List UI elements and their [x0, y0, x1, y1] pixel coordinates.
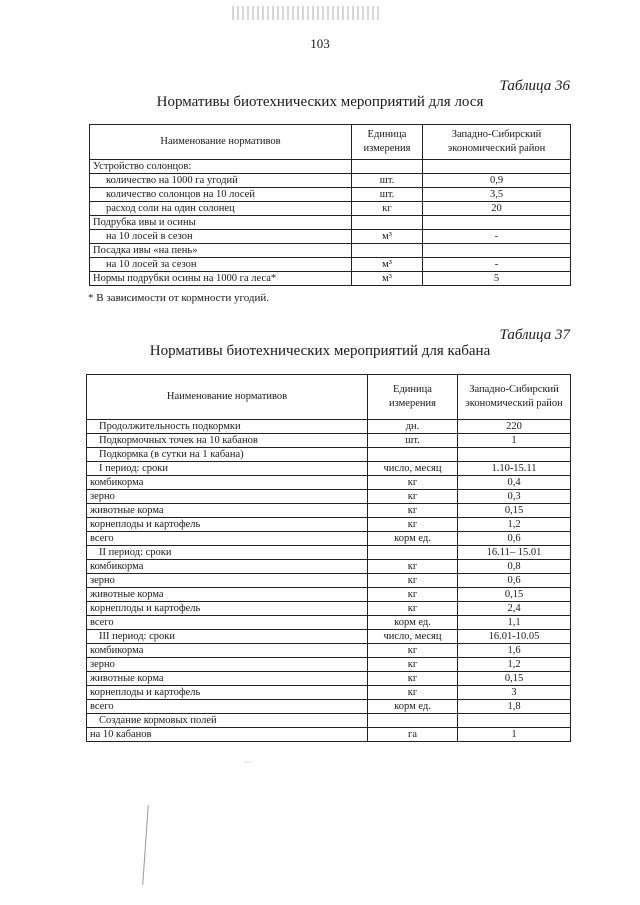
header-name: Наименование нормативов [90, 125, 352, 160]
table-row [87, 462, 571, 476]
row-unit: кг [368, 476, 458, 490]
row-value: 1,6 [458, 644, 571, 658]
table-row [90, 272, 571, 286]
row-value: 3,5 [423, 188, 571, 202]
row-value [423, 244, 571, 258]
table-row [90, 258, 571, 272]
row-value: 1 [458, 434, 571, 448]
row-value: 3 [458, 686, 571, 700]
row-unit: шт. [352, 174, 423, 188]
row-value: 0,6 [458, 574, 571, 588]
row-value: 1,2 [458, 518, 571, 532]
table-row [87, 658, 571, 672]
row-unit: кг [368, 588, 458, 602]
row-unit [352, 160, 423, 174]
row-name: на 10 лосей в сезон [90, 230, 352, 244]
row-name: на 10 кабанов [87, 728, 368, 742]
row-value: 0,3 [458, 490, 571, 504]
row-unit: корм ед. [368, 700, 458, 714]
table-row [87, 518, 571, 532]
row-unit: шт. [368, 434, 458, 448]
row-value: 1,8 [458, 700, 571, 714]
table-row [87, 490, 571, 504]
table-row [90, 174, 571, 188]
table-row [87, 546, 571, 560]
table-row [90, 160, 571, 174]
row-value: 0,6 [458, 532, 571, 546]
row-value: 5 [423, 272, 571, 286]
row-unit [368, 546, 458, 560]
row-unit: м³ [352, 258, 423, 272]
row-name: II период: сроки [87, 546, 368, 560]
table-row [87, 476, 571, 490]
row-unit: кг [368, 672, 458, 686]
row-unit: га [368, 728, 458, 742]
table-row [90, 216, 571, 230]
row-unit: кг [368, 490, 458, 504]
table-row [87, 728, 571, 742]
table-row [87, 574, 571, 588]
header-region: Западно-Сибирский экономический район [423, 125, 571, 160]
table-37-label: Таблица 37 [499, 327, 570, 343]
table-row [87, 448, 571, 462]
row-name: зерно [87, 490, 368, 504]
row-value: 16.01-10.05 [458, 630, 571, 644]
row-unit [368, 714, 458, 728]
table-36-title: Нормативы биотехнических мероприятий для лося [156, 94, 484, 110]
row-value: - [423, 230, 571, 244]
table-36 [89, 124, 571, 286]
table-row [90, 202, 571, 216]
row-unit: кг [368, 560, 458, 574]
table-row [87, 560, 571, 574]
row-value [458, 714, 571, 728]
table-row [90, 244, 571, 258]
table-row [87, 700, 571, 714]
row-unit: м³ [352, 272, 423, 286]
header-unit: Единица измерения [352, 125, 423, 160]
row-value: 1,1 [458, 616, 571, 630]
row-name: животные корма [87, 672, 368, 686]
row-name: всего [87, 616, 368, 630]
row-name: Подрубка ивы и осины [90, 216, 352, 230]
row-name: комбикорма [87, 560, 368, 574]
row-value: 220 [458, 420, 571, 434]
row-unit: кг [368, 602, 458, 616]
row-name: комбикорма [87, 476, 368, 490]
table-row [87, 672, 571, 686]
table-36-label: Таблица 36 [499, 78, 570, 94]
row-unit: корм ед. [368, 616, 458, 630]
row-name: Посадка ивы «на пень» [90, 244, 352, 258]
table-row [87, 686, 571, 700]
footnote: * В зависимости от кормности угодий. [88, 292, 269, 304]
table-row [87, 434, 571, 448]
table-row [87, 602, 571, 616]
table-37-body [87, 420, 571, 742]
row-unit: кг [368, 686, 458, 700]
table-37-title: Нормативы биотехнических мероприятий для кабана [149, 343, 491, 359]
row-name: количество на 1000 га угодий [90, 174, 352, 188]
row-name: корнеплоды и картофель [87, 686, 368, 700]
scan-artifact [232, 6, 382, 20]
row-value: 1 [458, 728, 571, 742]
row-name: корнеплоды и картофель [87, 602, 368, 616]
row-unit: число, месяц [368, 630, 458, 644]
row-name: Устройство солонцов: [90, 160, 352, 174]
table-row [90, 188, 571, 202]
row-name: зерно [87, 574, 368, 588]
table-row [87, 714, 571, 728]
row-unit [368, 448, 458, 462]
row-value: 1,2 [458, 658, 571, 672]
row-value: 0,15 [458, 588, 571, 602]
row-value [458, 448, 571, 462]
row-value: 0,4 [458, 476, 571, 490]
table-row [87, 420, 571, 434]
row-unit: кг [368, 574, 458, 588]
row-unit: м³ [352, 230, 423, 244]
row-name: корнеплоды и картофель [87, 518, 368, 532]
row-name: расход соли на один солонец [90, 202, 352, 216]
row-name: Подкормка (в сутки на 1 кабана) [87, 448, 368, 462]
row-unit: дн. [368, 420, 458, 434]
row-name: Продолжительность подкормки [87, 420, 368, 434]
row-value: 0,15 [458, 504, 571, 518]
table-row [87, 504, 571, 518]
row-name: Подкормочных точек на 10 кабанов [87, 434, 368, 448]
table-row [87, 616, 571, 630]
table-row [87, 532, 571, 546]
row-name: всего [87, 532, 368, 546]
row-unit: шт. [352, 188, 423, 202]
row-value: 0,9 [423, 174, 571, 188]
row-unit [352, 216, 423, 230]
row-unit: число, месяц [368, 462, 458, 476]
row-value: 1.10-15.11 [458, 462, 571, 476]
row-unit: кг [368, 504, 458, 518]
row-name: I период: сроки [87, 462, 368, 476]
scan-speck: ˙˙˙ [244, 760, 252, 769]
table-row [87, 588, 571, 602]
row-value: - [423, 258, 571, 272]
table-header-row [87, 375, 571, 420]
row-unit [352, 244, 423, 258]
row-unit: кг [368, 644, 458, 658]
row-name: животные корма [87, 588, 368, 602]
table-36-body [90, 160, 571, 286]
row-name: на 10 лосей за сезон [90, 258, 352, 272]
row-name: Создание кормовых полей [87, 714, 368, 728]
header-region: Западно-Сибирский экономический район [458, 375, 571, 420]
table-header-row [90, 125, 571, 160]
scan-stray-line [142, 805, 152, 885]
row-name: комбикорма [87, 644, 368, 658]
row-value: 16.11– 15.01 [458, 546, 571, 560]
page-number: 103 [310, 36, 330, 51]
row-value: 0,15 [458, 672, 571, 686]
header-name: Наименование нормативов [87, 375, 368, 420]
header-unit: Единица измерения [368, 375, 458, 420]
row-unit: кг [352, 202, 423, 216]
table-row [87, 644, 571, 658]
row-name: количество солонцов на 10 лосей [90, 188, 352, 202]
row-name: Нормы подрубки осины на 1000 га леса* [90, 272, 352, 286]
table-row [87, 630, 571, 644]
row-value: 2,4 [458, 602, 571, 616]
row-name: III период: сроки [87, 630, 368, 644]
row-value [423, 160, 571, 174]
row-unit: кг [368, 658, 458, 672]
row-value [423, 216, 571, 230]
row-name: зерно [87, 658, 368, 672]
table-row [90, 230, 571, 244]
row-name: всего [87, 700, 368, 714]
row-unit: кг [368, 518, 458, 532]
row-name: животные корма [87, 504, 368, 518]
row-value: 0,8 [458, 560, 571, 574]
table-37 [86, 374, 571, 742]
row-unit: корм ед. [368, 532, 458, 546]
row-value: 20 [423, 202, 571, 216]
